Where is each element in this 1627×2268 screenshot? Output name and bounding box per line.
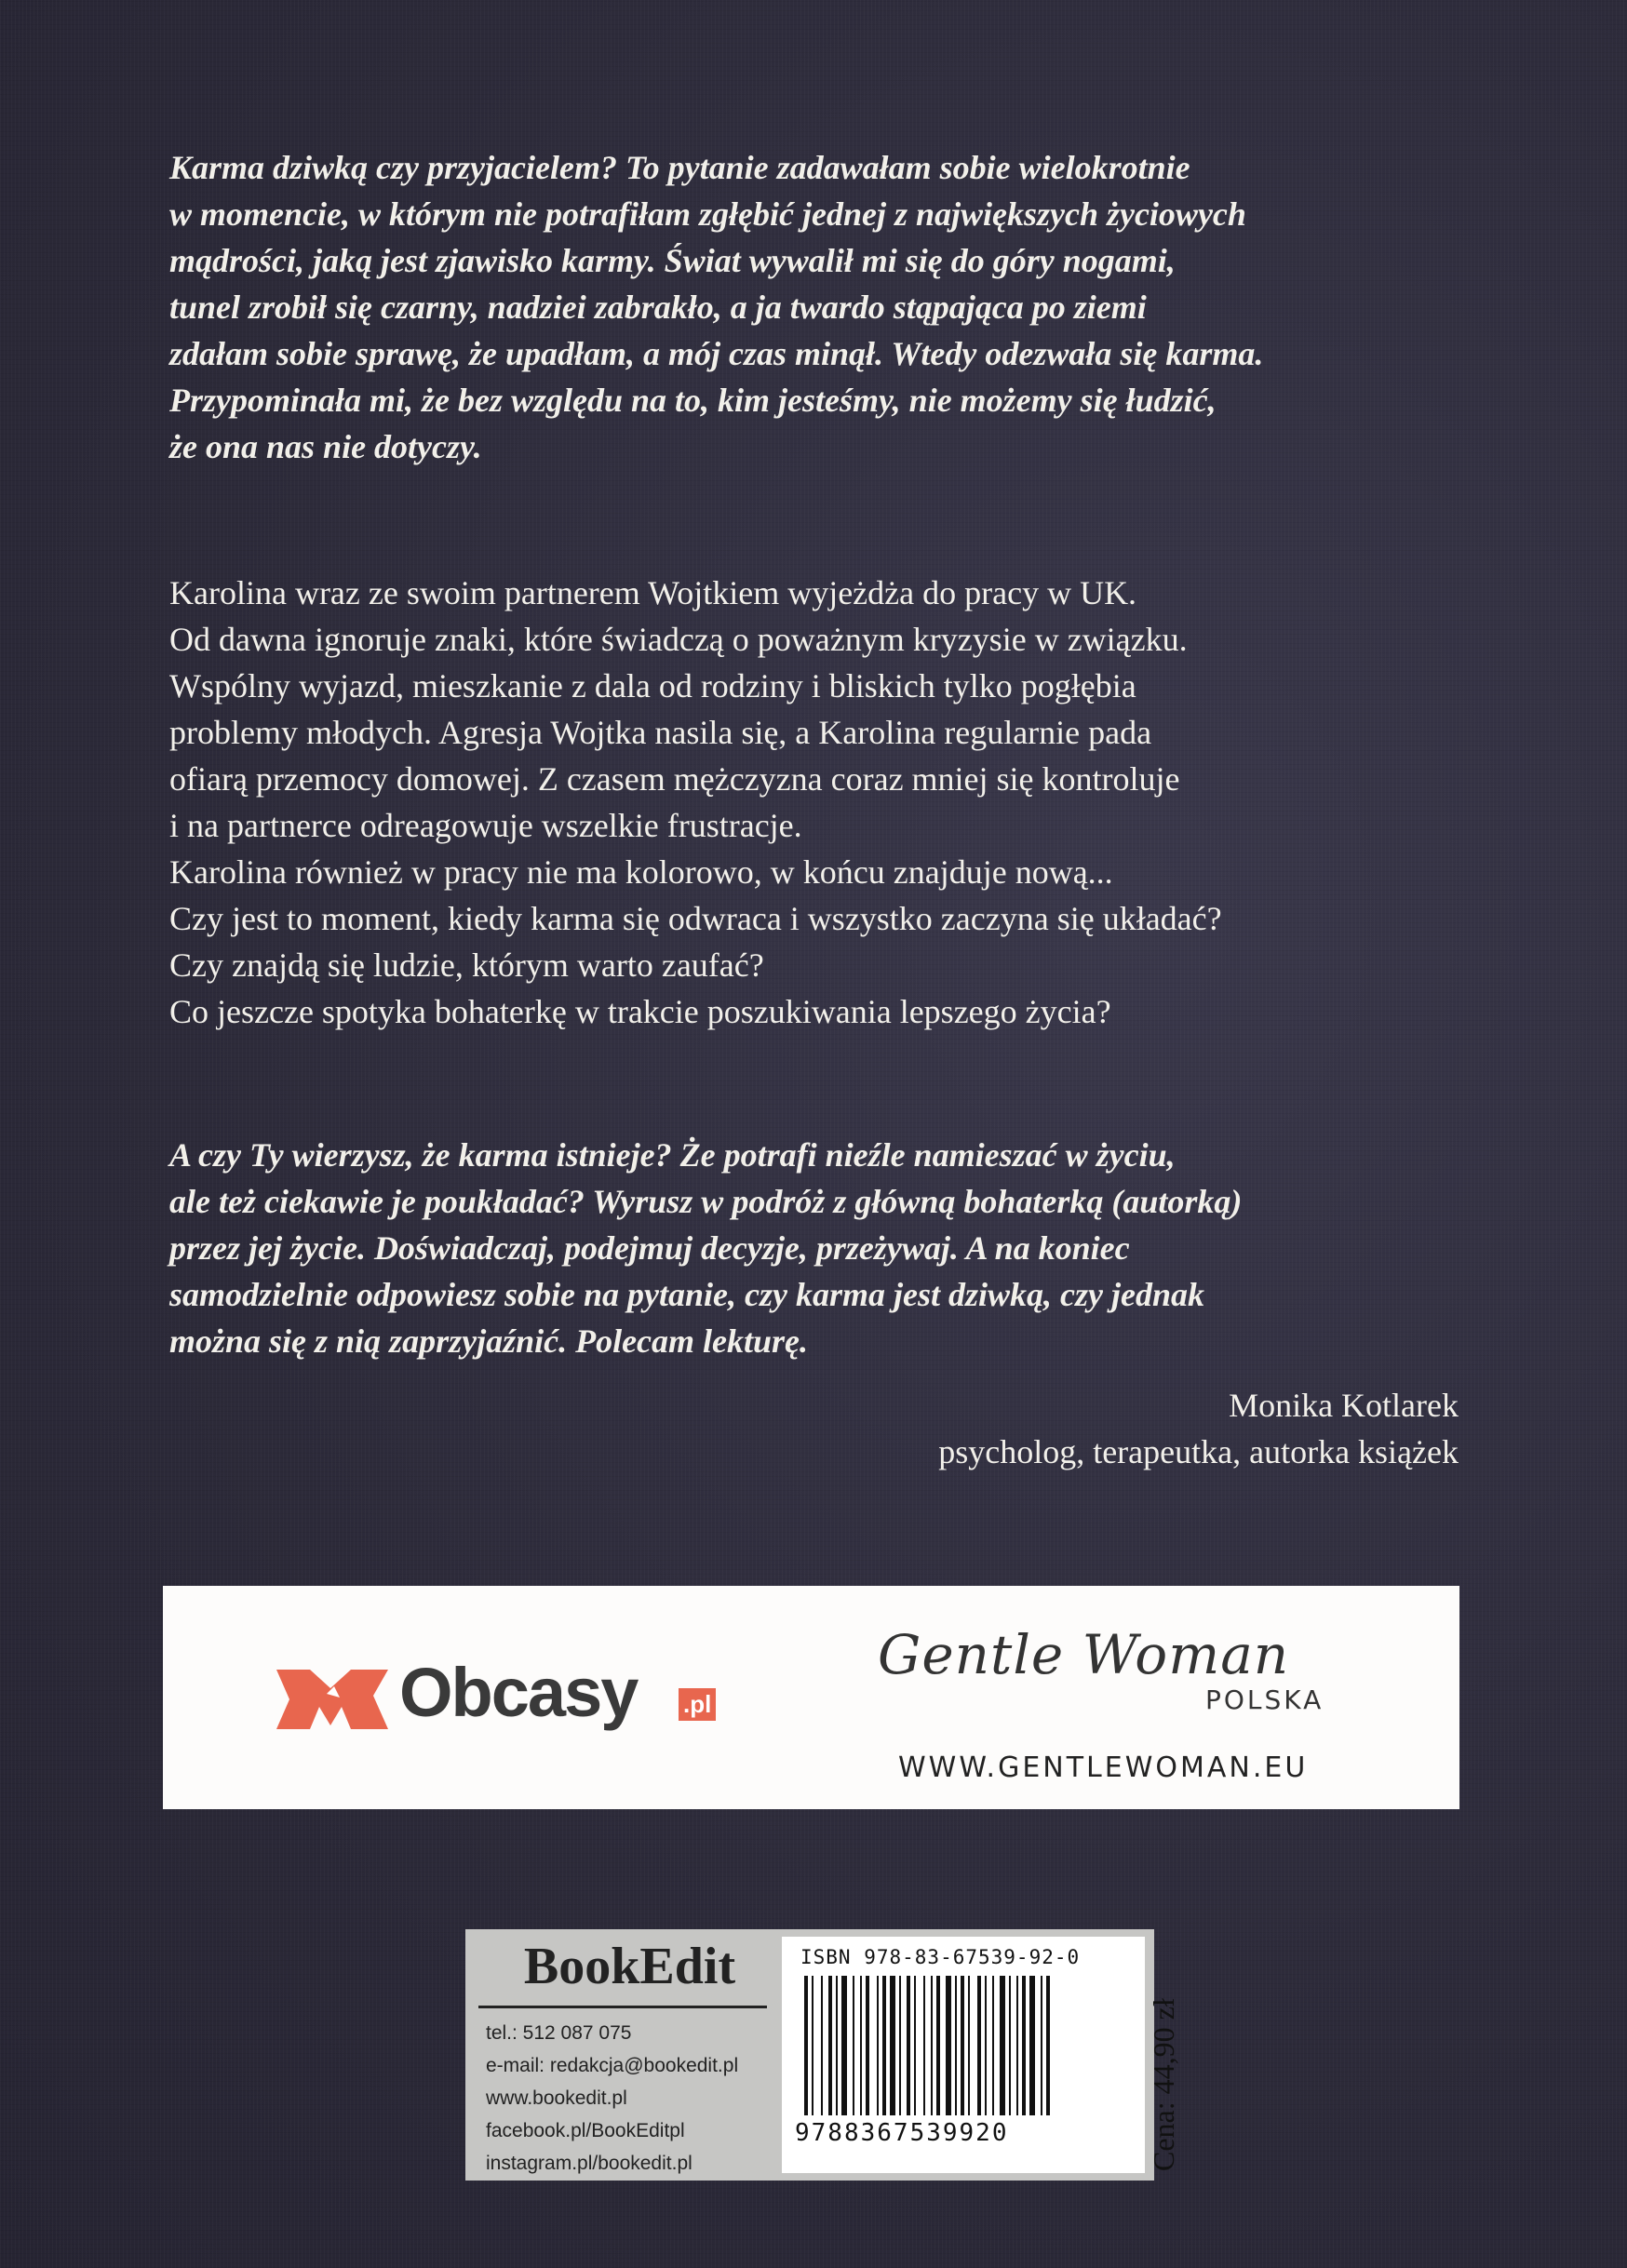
intro-line: zdałam sobie sprawę, że upadłam, a mój czas minął. Wtedy odezwała się karma. [169,335,1264,372]
synopsis-line: Czy jest to moment, kiedy karma się odwraca i wszystko zaczyna się układać? [169,900,1222,937]
review-signature [938,1382,1459,1475]
synopsis-paragraph [169,570,1472,1035]
review-line: samodzielnie odpowiesz sobie na pytanie, czy karma jest dziwką, czy jednak [169,1276,1204,1313]
publisher-contacts [486,2017,738,2180]
price-label [1145,1950,1182,2173]
intro-line: tunel zrobił się czarny, nadziei zabrakło, a ja twardo stąpająca po ziemi [169,289,1147,326]
publisher-divider [478,2006,767,2008]
publisher-instagram: instagram.pl/bookedit.pl [486,2153,692,2174]
review-line: przez jej życie. Doświadczaj, podejmuj decyzje, przeżywaj. A na koniec [169,1229,1130,1267]
sponsors-banner [163,1586,1459,1809]
intro-line: Karma dziwką czy przyjacielem? To pytanie zadawałam sobie wielokrotnie [169,149,1190,186]
synopsis-line: ofiarą przemocy domowej. Z czasem mężczyzna coraz mniej się kontroluje [169,760,1180,798]
review-line: można się z nią zaprzyjaźnić. Polecam lekturę. [169,1322,809,1360]
publisher-phone: tel.: 512 087 075 [486,2022,632,2044]
synopsis-line: i na partnerce odreagowuje wszelkie frustracje. [169,807,802,844]
review-author: Monika Kotlarek [1229,1387,1459,1424]
barcode-number: 9788367539920 [795,2119,1009,2147]
price-text: Cena: 44,90 zł [1147,1998,1180,2171]
gentlewoman-logo: Gentle Woman [878,1623,1290,1686]
publisher-email: e-mail: redakcja@bookedit.pl [486,2055,739,2076]
obcasy-heel-icon [273,1660,392,1738]
obcasy-wordmark: Obcasy [399,1654,638,1731]
synopsis-line: Wspólny wyjazd, mieszkanie z dala od rodziny i bliskich tylko pogłębia [169,667,1136,705]
gentlewoman-url: WWW.GENTLEWOMAN.EU [898,1751,1309,1784]
synopsis-line: Czy znajdą się ludzie, którym warto zaufać? [169,946,764,984]
barcode-panel [782,1937,1180,2173]
synopsis-line: Karolina również w pracy nie ma kolorowo, w końcu znajduje nową... [169,853,1113,891]
obcasy-logo [273,1651,738,1744]
intro-paragraph [169,144,1472,470]
synopsis-line: Od dawna ignoruje znaki, które świadczą o poważnym kryzysie w związku. [169,621,1188,658]
intro-line: że ona nas nie dotyczy. [169,428,482,465]
review-line: A czy Ty wierzysz, że karma istnieje? Że potrafi nieźle namieszać w życiu, [169,1136,1176,1174]
intro-line: w momencie, w którym nie potrafiłam zgłębić jednej z największych życiowych [169,195,1246,233]
synopsis-line: Karolina wraz ze swoim partnerem Wojtkiem wyjeżdża do pracy w UK. [169,574,1137,611]
intro-line: Przypominała mi, że bez względu na to, kim jesteśmy, nie możemy się łudzić, [169,382,1217,419]
publisher-logo: BookEdit [523,1938,736,1995]
barcode-icon [802,1976,1100,2115]
publisher-website: www.bookedit.pl [486,2087,627,2109]
review-line: ale też ciekawie je poukładać? Wyrusz w podróż z główną bohaterką (autorką) [169,1183,1243,1220]
isbn-label: ISBN 978-83-67539-92-0 [800,1946,1081,1968]
obcasy-domain-badge: .pl [679,1688,716,1721]
publisher-facebook: facebook.pl/BookEditpl [486,2120,685,2141]
review-paragraph [169,1132,1472,1364]
synopsis-line: problemy młodych. Agresja Wojtka nasila się, a Karolina regularnie pada [169,714,1152,751]
synopsis-line: Co jeszcze spotyka bohaterkę w trakcie poszukiwania lepszego życia? [169,993,1111,1030]
intro-line: mądrości, jaką jest zjawisko karmy. Świat wywalił mi się do góry nogami, [169,242,1176,279]
gentlewoman-country: POLSKA [1205,1684,1324,1715]
review-author-title: psycholog, terapeutka, autorka książek [938,1433,1459,1470]
publisher-box [465,1929,1180,2181]
